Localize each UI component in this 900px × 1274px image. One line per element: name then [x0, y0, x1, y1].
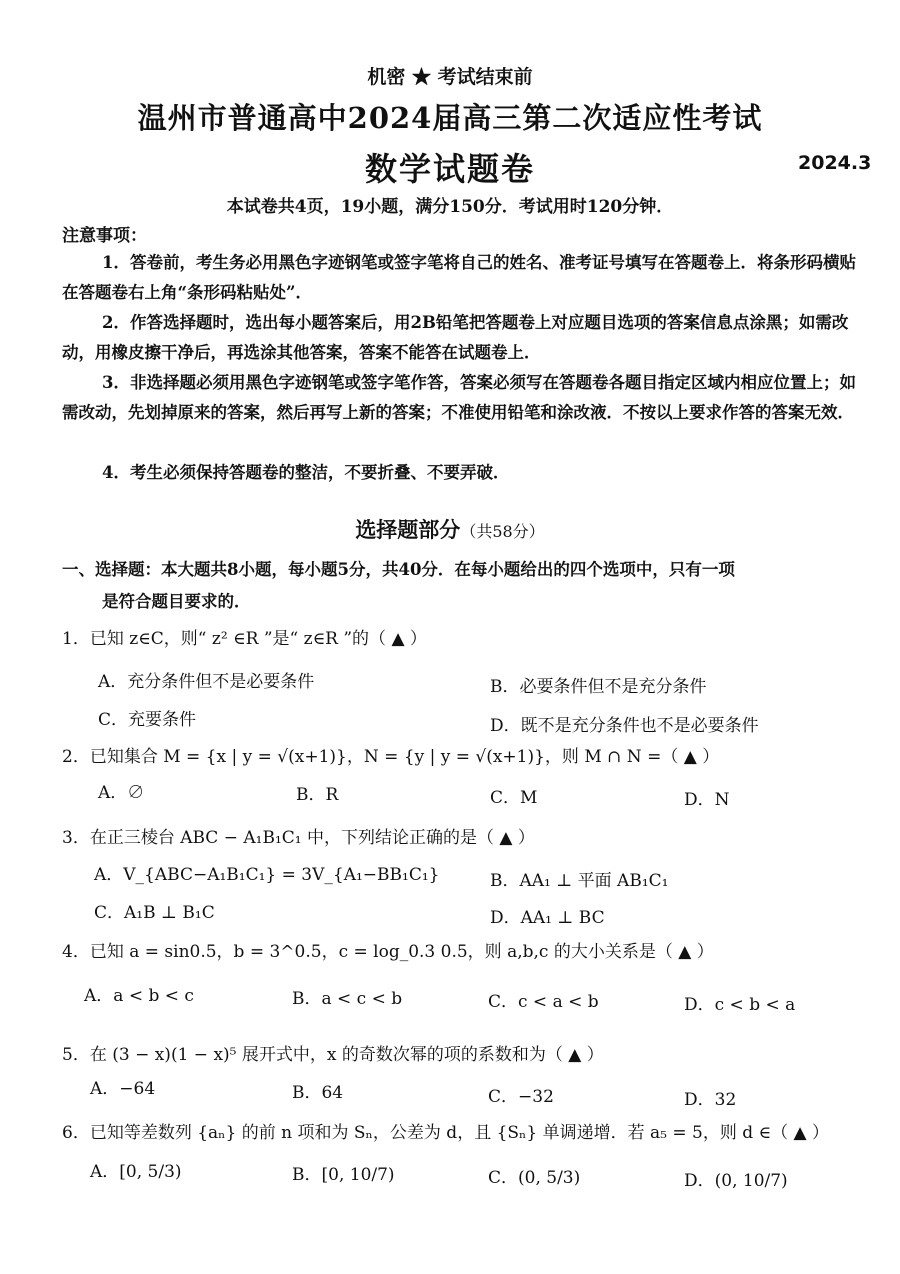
question-1-option-c: C．充要条件: [98, 710, 197, 730]
question-5-stem: 5．在 (3 − x)(1 − x)⁵ 展开式中，x 的奇数次幂的项的系数和为（ ▲ ）: [62, 1045, 604, 1065]
part1-heading-cont: 是符合题目要求的．: [102, 592, 251, 611]
exam-title: 温州市普通高中2024届高三第二次适应性考试: [137, 101, 763, 135]
question-4-option-c: C．c < a < b: [488, 992, 599, 1012]
question-3-option-d: D．AA₁ ⊥ BC: [490, 908, 605, 928]
confidential-label: 机密 ★ 考试结束前: [367, 66, 533, 88]
section-title-text: 选择题部分: [355, 517, 461, 542]
question-2-option-d: D．N: [684, 790, 730, 810]
question-2-stem: 2．已知集合 M = {x | y = √(x+1)}，N = {y | y = √(x+1)}，则 M ∩ N =（ ▲ ）: [62, 747, 720, 767]
question-3-option-b: B．AA₁ ⊥ 平面 AB₁C₁: [490, 871, 669, 891]
notes-title: 注意事项：: [62, 226, 147, 246]
question-6-option-d: D．(0, 10/7): [684, 1171, 788, 1191]
question-5-option-c: C．−32: [488, 1087, 554, 1107]
question-5-option-d: D．32: [684, 1090, 737, 1110]
exam-info: 本试卷共4页，19小题，满分150分．考试用时120分钟．: [226, 197, 674, 217]
question-5-option-a: A．−64: [90, 1079, 156, 1099]
question-1-stem: 1．已知 z∈C，则“ z² ∈R ”是“ z∈R ”的（ ▲ ）: [62, 629, 427, 649]
note-item-1: 1．答卷前，考生务必用黑色字迹钢笔或签字笔将自己的姓名、准考证号填写在答题卷上．将条形码横贴在答题卷右上角“条形码粘贴处”．: [62, 253, 856, 302]
question-3-stem: 3．在正三棱台 ABC − A₁B₁C₁ 中，下列结论正确的是（ ▲ ）: [62, 828, 535, 848]
question-2-option-c: C．M: [490, 788, 538, 808]
section-score: （共58分）: [460, 522, 545, 541]
question-1-option-d: D．既不是充分条件也不是必要条件: [490, 716, 759, 736]
question-4-option-d: D．c < b < a: [684, 995, 796, 1015]
question-2-option-b: B．R: [296, 785, 339, 805]
question-6-stem: 6．已知等差数列 {aₙ} 的前 n 项和为 Sₙ，公差为 d，且 {Sₙ} 单调递增．若 a₅ = 5，则 d ∈（ ▲ ）: [62, 1123, 830, 1143]
question-6-option-c: C．(0, 5/3): [488, 1168, 581, 1188]
question-1-option-b: B．必要条件但不是充分条件: [490, 677, 707, 697]
question-5-option-b: B．64: [292, 1083, 344, 1103]
question-4-option-b: B．a < c < b: [292, 989, 403, 1009]
question-4-stem: 4．已知 a = sin0.5，b = 3^0.5，c = log_0.3 0.5，则 a,b,c 的大小关系是（ ▲ ）: [62, 942, 714, 962]
question-1-option-a: A．充分条件但不是必要条件: [98, 672, 315, 692]
question-2-option-a: A．∅: [98, 783, 145, 803]
note-item-4: 4．考生必须保持答题卷的整洁，不要折叠、不要弄破．: [102, 463, 510, 482]
question-6-option-b: B．[0, 10/7): [292, 1165, 395, 1185]
question-6-option-a: A．[0, 5/3): [90, 1162, 182, 1182]
question-3-option-c: C．A₁B ⊥ B₁C: [94, 903, 215, 923]
part1-heading: 一、选择题：本大题共8小题，每小题5分，共40分．在每小题给出的四个选项中，只有一项: [62, 560, 735, 579]
note-item-3: 3．非选择题必须用黑色字迹钢笔或签字笔作答，答案必须写在答题卷各题目指定区域内相应位置上；如需改动，先划掉原来的答案，然后再写上新的答案；不准使用铅笔和涂改液．不按以上要求作答的答案无效．: [62, 373, 856, 422]
section-title: [0, 514, 900, 544]
question-4-option-a: A．a < b < c: [84, 986, 194, 1006]
note-item-2: 2．作答选择题时，选出每小题答案后，用2B铅笔把答题卷上对应题目选项的答案信息点涂黑；如需改动，用橡皮擦干净后，再选涂其他答案，答案不能答在试题卷上．: [62, 313, 849, 362]
exam-date: 2024.3: [798, 152, 872, 174]
question-3-option-a: A．V_{ABC−A₁B₁C₁} = 3V_{A₁−BB₁C₁}: [94, 865, 440, 885]
exam-subtitle: 数学试题卷: [364, 150, 535, 188]
